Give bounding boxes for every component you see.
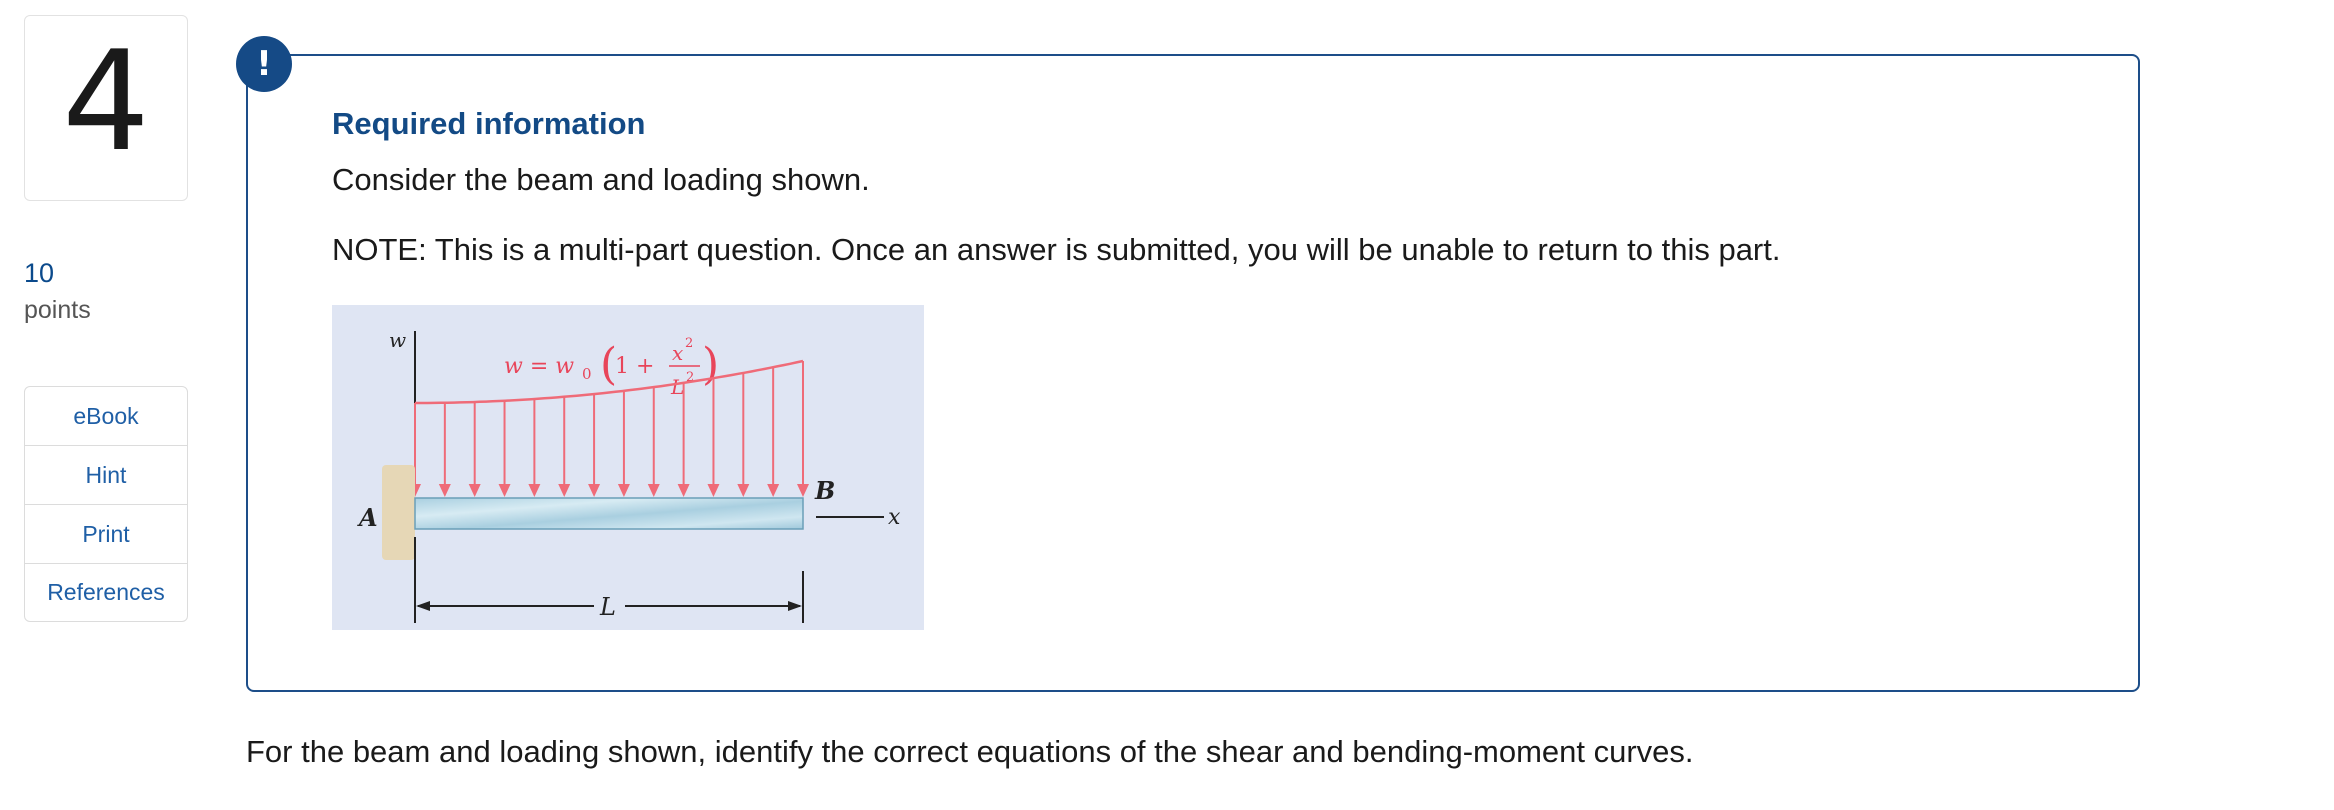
label-a: A [359,503,378,532]
formula-den: L [671,375,685,399]
formula-paren-left: ( [600,339,618,390]
w-axis-label: w [389,328,407,352]
alert-icon: ! [236,36,292,92]
required-info-text: Consider the beam and loading shown. [332,162,870,197]
formula-num-exp: 2 [685,336,694,351]
question-number: 4 [62,21,150,182]
formula-num: x [672,341,684,365]
label-b: B [815,476,836,505]
question-prompt: For the beam and loading shown, identify the correct equations of the shear and bending-moment curves. [246,734,1694,769]
question-tools [24,386,188,622]
formula-den-exp: 2 [686,370,695,385]
wall-support [382,465,415,560]
hint-button[interactable]: Hint [25,446,187,505]
formula-sub: 0 [582,365,592,383]
beam-figure [332,305,924,630]
formula-paren-right: ) [702,339,720,390]
formula-lhs: w = w [504,354,575,379]
formula-one: 1 + [615,354,655,379]
x-axis-label: x [888,505,901,530]
required-info-title: Required information [332,106,646,141]
length-label: L [600,593,616,621]
references-button[interactable]: References [47,579,165,605]
points-value: 10 [24,258,55,288]
required-info-note: NOTE: This is a multi-part question. Once an answer is submitted, you will be unable to return to this part. [332,232,1781,267]
ebook-button[interactable]: eBook [25,387,187,446]
print-button[interactable]: Print [25,505,187,564]
beam [415,498,803,529]
question-number-box [24,15,188,201]
points-label: points [24,296,91,324]
